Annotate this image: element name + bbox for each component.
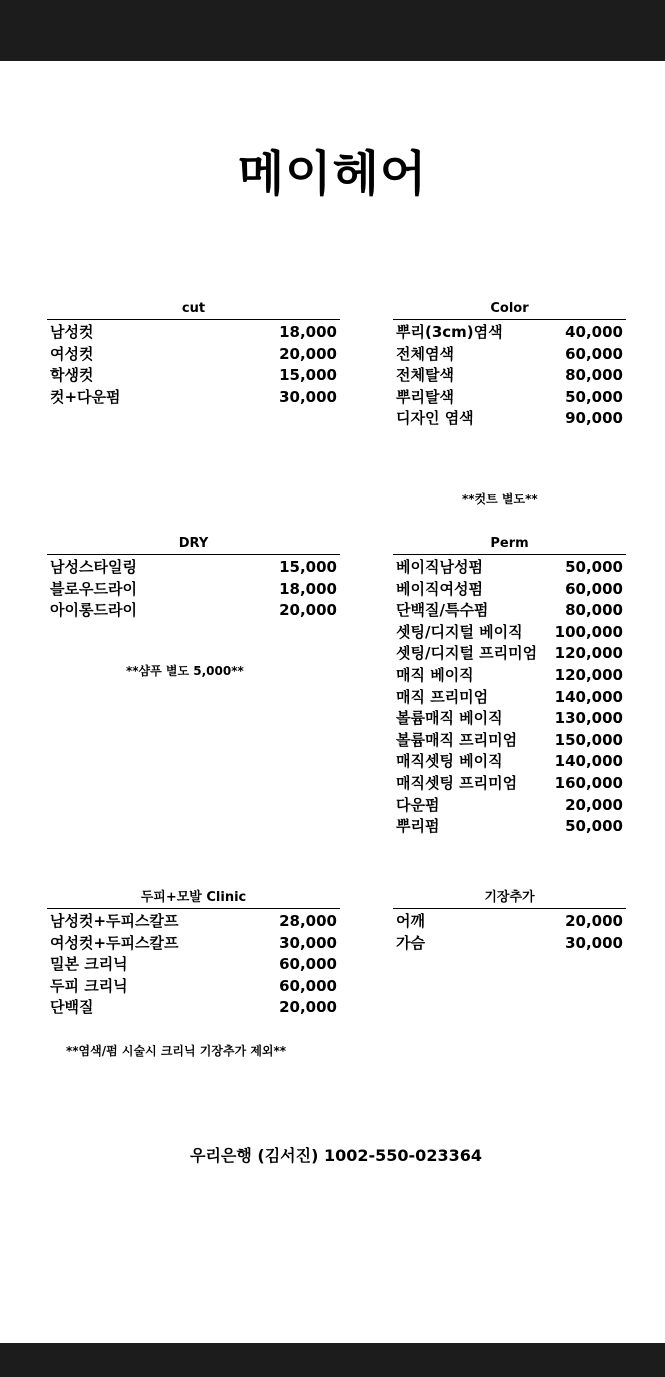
service-price: 120,000 xyxy=(554,665,623,684)
service-price: 60,000 xyxy=(565,344,623,363)
service-price: 150,000 xyxy=(554,730,623,749)
service-name: 학생컷 xyxy=(50,366,94,385)
service-name: 남성컷+두피스칼프 xyxy=(50,912,179,930)
service-name: 전체탈색 xyxy=(396,366,454,385)
price-row xyxy=(393,643,626,665)
price-list xyxy=(393,911,626,954)
price-row xyxy=(393,665,626,687)
price-list xyxy=(47,322,340,408)
service-name: 베이직남성펌 xyxy=(396,558,483,576)
dry-note: **샴푸 별도 5,000** xyxy=(126,664,244,678)
service-price: 60,000 xyxy=(279,955,337,974)
service-price: 18,000 xyxy=(279,323,337,341)
service-price: 20,000 xyxy=(279,344,337,363)
clinic-note: **염색/펌 시술시 크리닉 기장추가 제외** xyxy=(66,1044,287,1058)
price-row xyxy=(393,816,626,838)
menu-section-length xyxy=(393,889,626,954)
service-name: 디자인 염색 xyxy=(396,409,474,428)
menu-section-color xyxy=(393,300,626,430)
service-price: 80,000 xyxy=(565,366,623,385)
price-row xyxy=(47,600,340,622)
menu-section-clinic xyxy=(47,889,340,1019)
price-row xyxy=(47,997,340,1019)
price-row xyxy=(47,579,340,601)
price-row xyxy=(393,322,626,344)
service-price: 90,000 xyxy=(565,409,623,428)
service-price: 40,000 xyxy=(565,323,623,341)
menu-section-perm xyxy=(393,535,626,838)
service-price: 50,000 xyxy=(565,387,623,406)
service-name: 다운펌 xyxy=(396,795,440,814)
service-name: 전체염색 xyxy=(396,344,454,363)
service-name: 여성컷 xyxy=(50,344,94,363)
service-price: 120,000 xyxy=(554,644,623,663)
section-header: Color xyxy=(393,300,626,320)
price-list xyxy=(47,557,340,622)
price-row xyxy=(393,622,626,644)
top-status-bar xyxy=(0,0,665,61)
service-name: 셋팅/디지털 프리미엄 xyxy=(396,644,538,663)
service-name: 블로우드라이 xyxy=(50,579,137,598)
service-name: 남성스타일링 xyxy=(50,558,137,576)
price-row xyxy=(47,976,340,998)
price-row xyxy=(393,557,626,579)
service-price: 30,000 xyxy=(279,933,337,952)
price-row xyxy=(47,322,340,344)
price-row xyxy=(47,344,340,366)
service-price: 140,000 xyxy=(554,752,623,771)
color-note: **컷트 별도** xyxy=(462,492,538,506)
service-price: 60,000 xyxy=(279,976,337,995)
service-price: 80,000 xyxy=(565,601,623,620)
bank-account-info: 우리은행 (김서진) 1002-550-023364 xyxy=(190,1146,482,1165)
service-price: 15,000 xyxy=(279,366,337,385)
service-price: 60,000 xyxy=(565,579,623,598)
service-price: 30,000 xyxy=(565,933,623,952)
section-header: cut xyxy=(47,300,340,320)
service-price: 20,000 xyxy=(565,912,623,930)
service-name: 볼륨매직 베이직 xyxy=(396,709,503,728)
price-row xyxy=(47,365,340,387)
service-name: 컷+다운펌 xyxy=(50,387,121,406)
service-name: 여성컷+두피스칼프 xyxy=(50,933,179,952)
service-name: 매직셋팅 베이직 xyxy=(396,752,503,771)
service-name: 셋팅/디지털 베이직 xyxy=(396,622,523,641)
section-header: 두피+모발 Clinic xyxy=(47,889,340,909)
bottom-nav-bar xyxy=(0,1343,665,1377)
service-name: 매직 베이직 xyxy=(396,665,474,684)
section-header: Perm xyxy=(393,535,626,555)
price-row xyxy=(47,557,340,579)
service-price: 140,000 xyxy=(554,687,623,706)
price-row xyxy=(47,911,340,933)
service-price: 18,000 xyxy=(279,579,337,598)
service-price: 50,000 xyxy=(565,558,623,576)
price-list xyxy=(393,557,626,838)
service-price: 50,000 xyxy=(565,817,623,836)
service-name: 볼륨매직 프리미엄 xyxy=(396,730,518,749)
price-row xyxy=(47,387,340,409)
service-name: 단백질/특수펌 xyxy=(396,601,489,620)
price-row xyxy=(393,773,626,795)
price-list xyxy=(393,322,626,430)
service-name: 두피 크리닉 xyxy=(50,976,128,995)
price-row xyxy=(393,708,626,730)
service-price: 15,000 xyxy=(279,558,337,576)
page-title: 메이헤어 xyxy=(237,146,428,202)
service-price: 130,000 xyxy=(554,709,623,728)
service-price: 28,000 xyxy=(279,912,337,930)
service-name: 뿌리탈색 xyxy=(396,387,454,406)
service-name: 아이롱드라이 xyxy=(50,601,137,620)
service-price: 100,000 xyxy=(554,622,623,641)
price-row xyxy=(393,687,626,709)
service-name: 단백질 xyxy=(50,998,94,1017)
price-row xyxy=(393,344,626,366)
service-price: 160,000 xyxy=(554,773,623,792)
section-header: 기장추가 xyxy=(393,889,626,909)
service-name: 뿌리펌 xyxy=(396,817,440,836)
price-row xyxy=(393,730,626,752)
price-row xyxy=(393,911,626,933)
service-name: 매직 프리미엄 xyxy=(396,687,489,706)
price-row xyxy=(393,579,626,601)
price-row xyxy=(47,933,340,955)
service-name: 밀본 크리닉 xyxy=(50,955,128,974)
service-name: 어깨 xyxy=(396,912,425,930)
price-row xyxy=(393,600,626,622)
price-row xyxy=(393,408,626,430)
service-name: 매직셋팅 프리미엄 xyxy=(396,773,518,792)
service-name: 뿌리(3cm)염색 xyxy=(396,323,503,341)
price-list xyxy=(47,911,340,1019)
service-price: 30,000 xyxy=(279,387,337,406)
service-price: 20,000 xyxy=(565,795,623,814)
price-row xyxy=(393,795,626,817)
price-row xyxy=(47,954,340,976)
price-row xyxy=(393,365,626,387)
service-name: 남성컷 xyxy=(50,323,94,341)
service-name: 가슴 xyxy=(396,933,425,952)
service-price: 20,000 xyxy=(279,601,337,620)
price-row xyxy=(393,387,626,409)
price-row xyxy=(393,933,626,955)
price-row xyxy=(393,751,626,773)
service-price: 20,000 xyxy=(279,998,337,1017)
menu-section-dry xyxy=(47,535,340,622)
menu-section-cut xyxy=(47,300,340,408)
section-header: DRY xyxy=(47,535,340,555)
service-name: 베이직여성펌 xyxy=(396,579,483,598)
